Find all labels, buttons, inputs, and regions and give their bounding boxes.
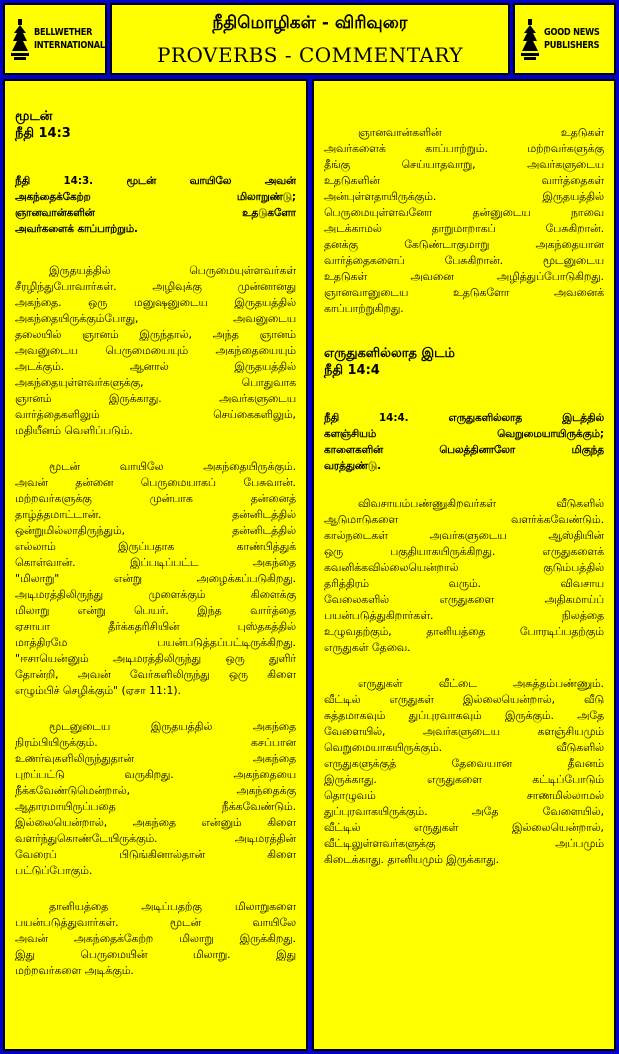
commentary-paragraph-line: அவன் அகந்தைக்கேற்ற மிலாறு இருக்கிறது. <box>15 932 296 945</box>
commentary-paragraph-line: சுத்தமாகவும் துப்புரவாகவும் இருக்கும். அதே <box>324 709 604 722</box>
commentary-paragraph-line: வீட்டிலுள்ளவர்களுக்கு அப்பமும் <box>324 837 604 850</box>
left-column <box>3 79 308 1051</box>
commentary-paragraph-line: மதியீனம் வெளிப்படும். <box>15 424 133 437</box>
verse-text-line: வரத்துண்டு. <box>324 460 382 472</box>
verse-text-line: அகந்தைக்கேற்ற மிலாறுண்டு; <box>15 191 296 203</box>
commentary-paragraph-line: வேரைப் பிடுங்கினால்தான் கிளை <box>15 848 296 861</box>
commentary-paragraph-line: இது பெருமையின் மிலாறு. இது <box>15 948 296 961</box>
section-heading <box>324 345 604 379</box>
commentary-paragraph <box>324 125 604 317</box>
good-news-logo-line1: GOOD NEWS <box>544 27 600 38</box>
commentary-paragraph-line: எருதுகள் வீட்டை அசுத்தம்பண்ணும். <box>358 677 604 690</box>
commentary-paragraph-line: உணர்வுகளிலிருந்துதான் அகந்தை <box>15 752 296 765</box>
commentary-paragraph-line: ஆதாரமாயிருப்பதை நீக்கவேண்டும். <box>15 800 296 813</box>
commentary-paragraph-line: தொழுவம் சாணமில்லாமல் <box>324 789 604 802</box>
commentary-paragraph <box>15 719 296 879</box>
commentary-paragraph-line: அவர்களைக் காப்பாற்றும். மற்றவர்களுக்கு <box>324 142 604 155</box>
commentary-paragraph-line: வீட்டில் எருதுகள் இல்லையென்றால், வீடு <box>324 693 604 706</box>
commentary-paragraph-line: அன்புள்ளதாயிருக்கும். இருதயத்தில் <box>324 190 604 203</box>
commentary-paragraph-line: இருதயத்தில் பெருமையுள்ளவர்கள் <box>49 264 296 277</box>
page-title-tamil: நீதிமொழிகள் - விரிவுரை <box>212 13 408 33</box>
commentary-paragraph-line: உதடுகள் அவனை அழித்துப்போடுகிறது. <box>324 270 604 283</box>
commentary-paragraph-line: தீங்கு செய்யாதவாறு, அவர்களுடைய <box>324 158 604 171</box>
commentary-paragraph-line: தரித்திரம் வரும். விவசாய <box>324 577 604 590</box>
commentary-paragraph-line: ஞானம் இருக்காது. அவர்களுடைய <box>15 392 296 405</box>
commentary-paragraph-line: இல்லையென்றால், அகந்தை என்னும் கிளை <box>15 816 296 829</box>
commentary-paragraph-line: பயன்படுத்துகிறார்கள். நிலத்தை <box>324 609 604 622</box>
commentary-paragraph-line: அகந்தையிருக்கும்போது, அவனுடைய <box>15 312 296 325</box>
section-heading-line: எருதுகளில்லாத இடம் <box>324 346 455 361</box>
commentary-paragraph-line: தோன்றி, அவன் வேர்களிலிருந்து ஒரு கிளை <box>15 668 296 681</box>
bellwether-logo-icon <box>9 17 31 61</box>
commentary-paragraph-line: தனக்கு கேடுண்டாகுமாறு அகந்தையான <box>324 238 604 251</box>
commentary-paragraph-line: எருதுகள் தேவை. <box>324 641 411 654</box>
verse-text-line: களஞ்சியம் வெறுமையாயிருக்கும்; <box>324 428 604 440</box>
commentary-paragraph-line: ஏசாயா தீர்க்கதரிசியின் புஸ்தகத்தில் <box>15 620 296 633</box>
commentary-paragraph-line: தலையில் ஞானம் இருந்தால், அந்த ஞானம் <box>15 328 296 341</box>
commentary-paragraph-line: நிரம்பியிருக்கும். கசப்பான <box>15 736 296 749</box>
commentary-paragraph-line: வார்த்தைகளைப் பேசுகிறான். மூடனுடைய <box>324 254 604 267</box>
commentary-paragraph-line: கால்நடைகள் அவர்களுடைய ஆஸ்தியின் <box>324 529 604 542</box>
commentary-paragraph-line: எழும்பிச் செழிக்கும்" (ஏசா 11:1). <box>15 684 181 697</box>
right-column <box>312 79 616 1051</box>
commentary-paragraph-line: மூடன் வாயிலே அகந்தையிருக்கும். <box>49 460 296 473</box>
commentary-paragraph-line: ஞானவானுடைய உதடுகளோ அவனைக் <box>324 286 604 299</box>
commentary-paragraph <box>324 496 604 656</box>
commentary-paragraph <box>324 676 604 868</box>
commentary-paragraph-line: உதடுகளின் வார்த்தைகள் <box>324 174 604 187</box>
page-title-box <box>110 3 510 75</box>
verse-text-line: நீதி 14:3. மூடன் வாயிலே அவன் <box>15 175 296 187</box>
commentary-paragraph-line: அடிமரத்திலிருந்து முளைக்கும் கிளைக்கு <box>15 588 296 601</box>
commentary-paragraph-line: பட்டுப்போகும். <box>15 864 93 877</box>
commentary-paragraph-line: எல்லாம் இருப்பதாக காண்பித்துக் <box>15 540 296 553</box>
commentary-paragraph-line: துப்புரவாகயிருக்கும். அதே வேளையில், <box>324 805 604 818</box>
bellwether-logo-line1: BELLWETHER <box>34 27 93 38</box>
verse-text <box>324 410 604 474</box>
commentary-paragraph-line: "மிலாறு" என்று அழைக்கப்படுகிறது. <box>15 572 296 585</box>
commentary-paragraph-line: உழுவதற்கும், தானியத்தை போரடிப்பதற்கும் <box>324 625 604 638</box>
commentary-paragraph <box>15 459 296 699</box>
commentary-paragraph-line: சீரழிந்துபோவார்கள். அழிவுக்கு முன்னானது <box>15 280 296 293</box>
verse-text-line: ஞானவான்களின் உதடுகளோ <box>15 207 296 219</box>
commentary-paragraph-line: "ஈசாயென்னும் அடிமரத்திலிருந்து ஒரு துளிர் <box>15 652 296 665</box>
section-heading <box>15 108 296 142</box>
commentary-paragraph <box>15 263 296 439</box>
commentary-paragraph-line: மற்றவர்களை அடிக்கும். <box>15 964 134 977</box>
commentary-paragraph-line: வார்த்தைகளிலும் செய்கைகளிலும், <box>15 408 296 421</box>
commentary-paragraph-line: கிடைக்காது. தானியமும் இருக்காது. <box>324 853 500 866</box>
commentary-paragraph-line: ஒன்றுமில்லாதிருந்தும், தன்னிடத்தில் <box>15 524 296 537</box>
commentary-paragraph-line: நீக்கவேண்டுமென்றால், அகந்தைக்கு <box>15 784 296 797</box>
commentary-paragraph-line: அவன் தன்னை பெருமையாகப் பேசுவான். <box>15 476 296 489</box>
commentary-paragraph-line: எருதுகளுக்குத் தேவையான தீவனம் <box>324 757 604 770</box>
commentary-paragraph-line: வீட்டில் எருதுகள் இல்லையென்றால், <box>324 821 604 834</box>
bellwether-logo <box>3 3 107 75</box>
commentary-paragraph-line: தாழ்த்தமாட்டான். தன்னிடத்தில் <box>15 508 296 521</box>
commentary-paragraph-line: அகந்தையுள்ளவர்களுக்கு, பொதுவாக <box>15 376 296 389</box>
commentary-paragraph-line: இருக்காது. எருதுகளை கட்டிப்போடும் <box>324 773 604 786</box>
commentary-paragraph <box>15 899 296 979</box>
commentary-paragraph-line: அடக்காமல் தாறுமாறாகப் பேசுகிறான். <box>324 222 604 235</box>
bellwether-logo-line2: INTERNATIONAL <box>34 40 105 51</box>
good-news-logo-icon <box>519 17 541 61</box>
commentary-paragraph-line: மூடனுடைய இருதயத்தில் அகந்தை <box>49 720 296 733</box>
commentary-paragraph-line: காப்பாற்றுகிறது. <box>324 302 404 315</box>
commentary-paragraph-line: தானியத்தை அடிப்பதற்கு மிலாறுகளை <box>49 900 296 913</box>
commentary-paragraph-line: வேளையில், அவர்களுடைய களஞ்சியமும் <box>324 725 604 738</box>
section-heading-line: நீதி 14:3 <box>15 126 71 141</box>
commentary-paragraph-line: வளர்ந்துகொண்டேயிருக்கும். அடிமரத்தின் <box>15 832 296 845</box>
verse-text-line: நீதி 14:4. எருதுகளில்லாத இடத்தில் <box>324 412 604 424</box>
verse-text-line: காளைகளின் பெலத்தினாலோ மிகுந்த <box>324 444 604 456</box>
commentary-paragraph-line: விவசாயம்பண்ணுகிறவர்கள் வீடுகளில் <box>358 497 604 510</box>
commentary-paragraph-line: ஆடுமாடுகளை வளர்க்கவேண்டும். <box>324 513 604 526</box>
commentary-paragraph-line: ஞானவான்களின் உதடுகள் <box>358 126 604 139</box>
commentary-paragraph-line: வெறுமையாகயிருக்கும். வீடுகளில் <box>324 741 604 754</box>
commentary-paragraph-line: அவனுடைய பெருமையையும் அகந்தையையும் <box>15 344 296 357</box>
commentary-paragraph-line: மற்றவர்களுக்கு முன்பாக தன்னைத் <box>15 492 296 505</box>
verse-text-line: அவர்களைக் காப்பாற்றும். <box>15 223 138 235</box>
commentary-paragraph-line: மாத்திரமே பயன்படுத்தப்பட்டிருக்கிறது. <box>15 636 296 649</box>
commentary-paragraph-line: புறப்பட்டு வருகிறது. அகந்தையை <box>15 768 296 781</box>
commentary-paragraph-line: வேலைகளில் எருதுகளை அதிகமாய்ப் <box>324 593 604 606</box>
commentary-paragraph-line: கவனிக்கவில்லையென்றால் குடும்பத்தில் <box>324 561 604 574</box>
commentary-paragraph-line: மிலாறு என்று பெயர். இந்த வார்த்தை <box>15 604 296 617</box>
commentary-paragraph-line: அகந்தை. ஒரு மனுஷனுடைய இருதயத்தில் <box>15 296 296 309</box>
commentary-paragraph-line: கொள்வான். இப்படிப்பட்ட அகந்தை <box>15 556 296 569</box>
commentary-paragraph-line: பயன்படுத்துவார்கள். மூடன் வாயிலே <box>15 916 296 929</box>
verse-text <box>15 173 296 237</box>
page-title-english: PROVERBS - COMMENTARY <box>156 43 464 67</box>
commentary-paragraph-line: ஒரு பகுதியாகயிருக்கிறது. எருதுகளைக் <box>324 545 604 558</box>
commentary-paragraph-line: பெருமையுள்ளவனோ தன்னுடைய நாவை <box>324 206 604 219</box>
good-news-logo <box>513 3 616 75</box>
section-heading-line: மூடன் <box>15 109 53 124</box>
good-news-logo-line2: PUBLISHERS <box>544 40 600 51</box>
commentary-paragraph-line: அடக்கும். ஆனால் இருதயத்தில் <box>15 360 296 373</box>
section-heading-line: நீதி 14:4 <box>324 363 380 378</box>
